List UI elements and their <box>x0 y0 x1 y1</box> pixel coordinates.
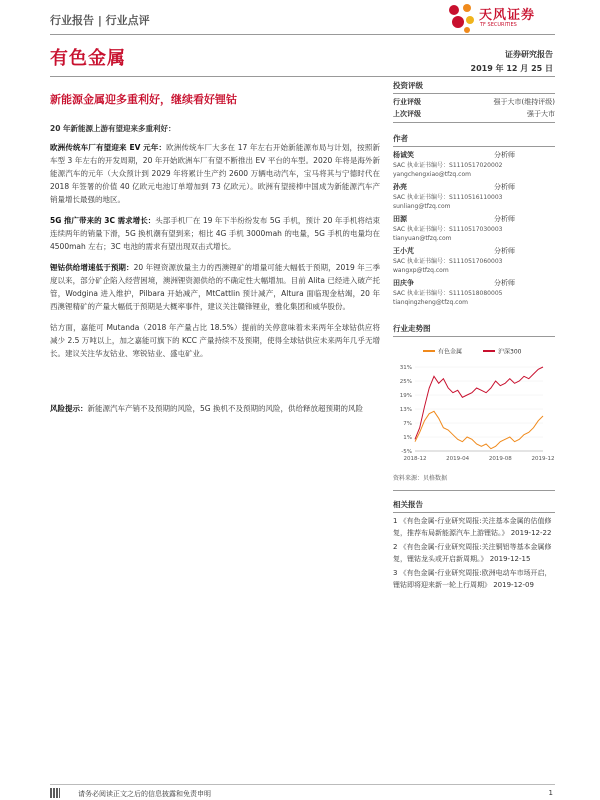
report-kind: 证券研究报告 <box>505 50 553 59</box>
paragraph-cobalt: 钴方面，嘉能可 Mutanda（2018 年产量占比 18.5%）提前的关停意味着未来两年全球钴供应将减少 2.5 万吨以上，加之嘉能可旗下的 KCC 产量持续不及预期，使得全球钴供应未来两年几乎无增长。建议关注华友钴业、寒锐钴业、盛屯矿业。 <box>50 323 380 358</box>
legend-label: 有色金属 <box>438 348 463 356</box>
company-logo <box>445 2 555 36</box>
author-cert: SAC 执业证书编号：S1110517060003 <box>393 258 503 265</box>
y-tick-label: 1% <box>403 435 412 441</box>
rating-section-head: 投资评级 <box>393 78 555 94</box>
chart-source: 资料来源：贝格数据 <box>393 473 555 491</box>
sidebar <box>393 78 555 591</box>
y-tick-label: -5% <box>401 449 412 455</box>
last-rating-label: 上次评级 <box>393 110 421 118</box>
author-cert: SAC 执业证书编号：S1110518080005 <box>393 290 503 297</box>
author-name: 孙亮 <box>393 183 407 191</box>
related-report-link[interactable]: 3 《有色金属-行业研究周报:欧洲电动车市场开启，锂钴即将迎来新一轮上行周期》 2019-12-09 <box>393 569 552 589</box>
logo-subtext: TF SECURITIES <box>480 22 517 28</box>
author-cert: SAC 执业证书编号：S1110516110003 <box>393 194 503 201</box>
paragraph-5g-text: 头部手机厂在 19 年下半纷纷发布 5G 手机，预计 20 年手机将结束连续两年的销量下滑，5G 换机潮有望到来；相比 4G 手机 3000mah 的电量，5G 手机的电量均在 4500mah 左右；3C 电池的需求有望出现双击式增长。 <box>50 216 380 251</box>
author-role: 分析师 <box>494 247 515 255</box>
x-tick-label: 2019-04 <box>446 456 470 462</box>
page-number: 1 <box>548 789 553 797</box>
paragraph-5g-heading: 5G 推广带来的 3C 需求增长： <box>50 216 156 225</box>
x-tick-label: 2018-12 <box>403 456 427 462</box>
author-name: 田源 <box>393 215 407 223</box>
x-tick-label: 2019-12 <box>531 456 555 462</box>
author-email[interactable]: tianqingzheng@tfzq.com <box>393 299 468 306</box>
author-item <box>393 150 555 179</box>
trend-section-head: 行业走势图 <box>393 321 555 337</box>
page-title: 有色金属 <box>50 48 126 69</box>
author-email[interactable]: sunliang@tfzq.com <box>393 203 451 210</box>
author-role: 分析师 <box>494 151 515 159</box>
risk-text: 新能源汽车产销不及预期的风险，5G 换机不及预期的风险，供给释放超预期的风险 <box>87 404 363 413</box>
related-report-link[interactable]: 1 《有色金属-行业研究周报:关注基本金属的估值修复，推荐布局新能源汽车上游锂钴。》 2019-12-22 <box>393 517 552 537</box>
author-cert: SAC 执业证书编号：S1110517030003 <box>393 226 503 233</box>
y-tick-label: 13% <box>399 407 412 413</box>
lead-paragraph: 20 年新能源上游有望迎来多重利好： <box>50 124 176 133</box>
author-item <box>393 182 555 211</box>
author-email[interactable]: yangchengxiao@tfzq.com <box>393 171 471 178</box>
industry-rating-row <box>393 96 555 108</box>
paragraph-5g <box>50 214 380 253</box>
logo-mark-icon <box>445 2 477 34</box>
author-email[interactable]: wangxp@tfzq.com <box>393 267 449 274</box>
author-email[interactable]: tianyuan@tfzq.com <box>393 235 452 242</box>
risk-heading: 风险提示： <box>50 404 88 413</box>
paragraph-ev-heading: 欧洲传统车厂有望迎来 EV 元年： <box>50 143 167 152</box>
y-tick-label: 31% <box>399 365 412 371</box>
author-name: 王小芃 <box>393 247 414 255</box>
qr-code-icon <box>50 788 60 798</box>
last-rating-row <box>393 108 555 123</box>
paragraph-ev <box>50 141 380 206</box>
related-list <box>393 515 555 591</box>
author-name: 田庆争 <box>393 279 414 287</box>
y-tick-label: 19% <box>399 393 412 399</box>
paragraph-lithium <box>50 261 380 313</box>
author-list <box>393 150 555 307</box>
author-name: 杨诚笑 <box>393 151 414 159</box>
author-item <box>393 246 555 275</box>
industry-rating-label: 行业评级 <box>393 98 421 106</box>
y-tick-label: 25% <box>399 379 412 385</box>
series-line <box>415 367 543 439</box>
related-report-link[interactable]: 2 《有色金属-行业研究周报:关注铜铝等基本金属修复，锂钴龙头或开启新周期。》 2019-12-15 <box>393 543 552 563</box>
title-divider <box>50 76 555 77</box>
author-role: 分析师 <box>494 215 515 223</box>
trend-chart <box>393 341 555 471</box>
paragraph-lithium-heading: 锂钴供给增速低于预期： <box>50 263 134 272</box>
paragraph-lithium-text: 20 年锂资源放量主力的西澳锂矿的增量可能大幅低于预期，2019 年三季度以来，部分矿企陷入经营困境，澳洲锂资源供给的不确定性大幅增加。目前 Alita 已经进入破产托管，Wodgina 进入维护，Pilbara 开始减产，MtCattlin 预计减产，Altura 面临现金枯竭，20 年西澳锂精矿的产量大幅低于预期是大概率事件，建议关注赣锋锂业，雅化集团和威华股份。 <box>50 263 381 311</box>
authors-section-head: 作者 <box>393 131 555 147</box>
trend-chart-svg <box>393 341 555 469</box>
series-line <box>415 411 543 448</box>
logo-text: 天风证券 <box>479 8 536 23</box>
paragraph-ev-text: 欧洲传统车厂大多在 17 年左右开始新能源布局与计划，按照新车型 3 年左右的开发周期，20 年开始欧洲车厂有望不断推出 EV 平台的车型。2020 年将是海外新能源汽车的元年（大众预计到 2029 年将累计生产约 2600 万辆电动汽车，宝马将其与宁德时代在 2018 年签署的价值 40 亿欧元电池订单增加到 73 亿欧元）。欧洲有望接棒中国成为新能源汽车产销量增长最强的地区。 <box>50 143 381 204</box>
last-rating-value: 强于大市 <box>527 110 555 118</box>
related-section-head: 相关报告 <box>393 497 555 513</box>
report-date: 2019 年 12 月 25 日 <box>470 64 553 73</box>
footer-disclaimer: 请务必阅读正文之后的信息披露和免责申明 <box>78 790 211 798</box>
footer-divider <box>50 784 555 785</box>
x-tick-label: 2019-08 <box>488 456 512 462</box>
header-divider <box>50 34 555 35</box>
author-item <box>393 278 555 307</box>
author-item <box>393 214 555 243</box>
author-cert: SAC 执业证书编号：S1110517020002 <box>393 162 503 169</box>
report-subtitle: 新能源金属迎多重利好，继续看好锂钴 <box>50 93 237 106</box>
risk-paragraph <box>50 402 380 415</box>
author-role: 分析师 <box>494 183 515 191</box>
author-role: 分析师 <box>494 279 515 287</box>
legend-label: 沪深300 <box>498 348 522 356</box>
main-body <box>50 122 380 423</box>
y-tick-label: 7% <box>403 421 412 427</box>
report-tag: 行业报告 | 行业点评 <box>50 14 150 27</box>
industry-rating-value: 强于大市(维持评级) <box>493 98 555 106</box>
